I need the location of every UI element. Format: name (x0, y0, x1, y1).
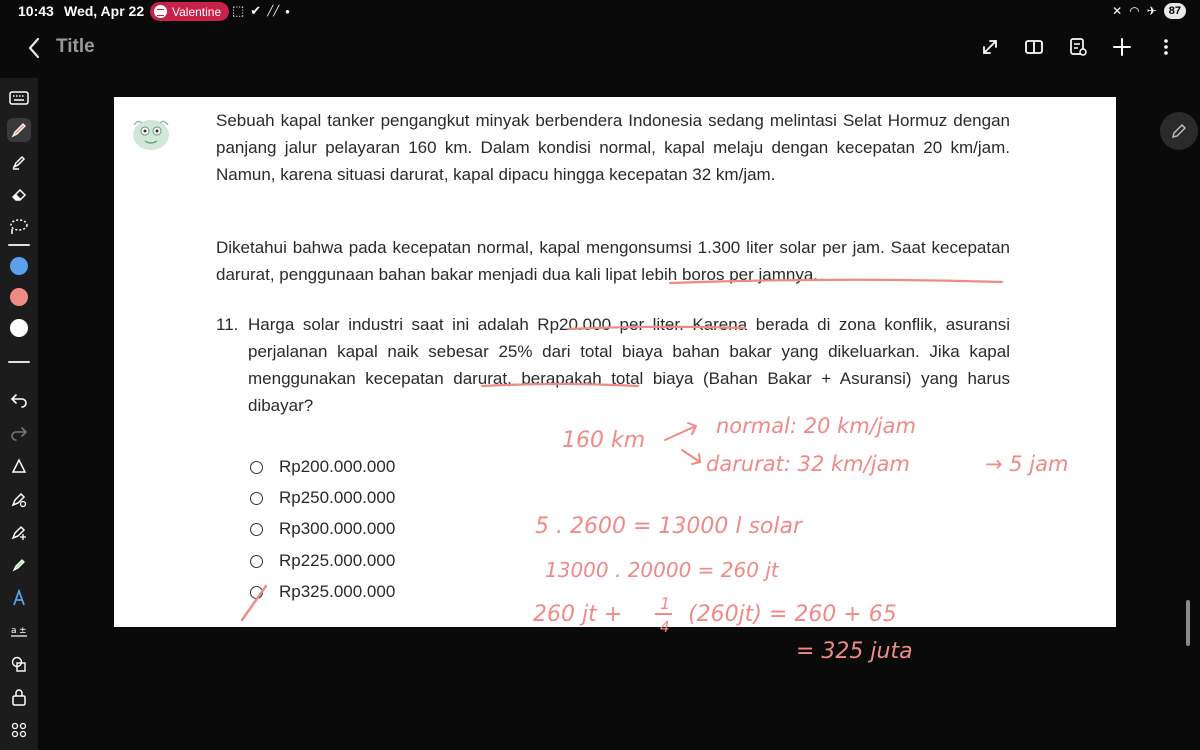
answer-option[interactable] (250, 580, 395, 604)
status-date: Wed, Apr 22 (64, 3, 145, 19)
pen-tool[interactable] (7, 118, 31, 142)
document-settings-icon (1069, 37, 1087, 57)
option-label: Rp300.000.000 (279, 519, 396, 538)
highlighter-tool[interactable] (7, 150, 31, 174)
hw-duration: → 5 jam (985, 452, 1069, 476)
nav-actions (978, 34, 1178, 60)
marker-icon (10, 556, 28, 574)
status-icons-right (1112, 3, 1186, 19)
screenshot-icon: ⬚ (232, 3, 245, 18)
toolbar-divider (8, 244, 30, 246)
hw-final-answer: = 325 juta (796, 639, 913, 664)
status-time: 10:43 (18, 3, 54, 19)
paragraph-1: Sebuah kapal tanker pengangkut minyak berbendera Indonesia sedang melintasi Selat Hormuz dengan panjang jalur pelayaran 160 km. Dalam kondisi normal, kapal melaju dengan kecepatan 20 km/jam. Namun, karena situasi darurat, kapal dipacu hingga kecepatan 32 km/jam. (216, 111, 1010, 184)
more-tools-button[interactable] (7, 718, 31, 742)
spotify-icon (154, 5, 167, 18)
hw-emergency-speed: darurat: 32 km/jam (706, 452, 910, 476)
sound-icon: ╱╱ (267, 5, 280, 17)
status-bar (0, 0, 1200, 24)
radio-button[interactable] (250, 523, 263, 536)
page-title[interactable]: Title (56, 36, 95, 57)
radio-button[interactable] (250, 586, 263, 599)
expand-button[interactable] (978, 34, 1002, 60)
hw-total-calc-end: (260jt) = 260 + 65 (688, 602, 897, 627)
expand-icon (981, 38, 999, 56)
pen-icon (10, 121, 28, 139)
hw-fuel-calc: 5 . 2600 = 13000 l solar (535, 514, 803, 539)
keyboard-icon (9, 91, 29, 105)
svg-text:a: a (11, 626, 17, 636)
eraser-tool[interactable] (7, 182, 31, 206)
wifi-icon: ◠ (1129, 4, 1140, 18)
page-settings-button[interactable] (1066, 34, 1090, 60)
question-number: 11. (216, 315, 239, 334)
answer-option[interactable] (250, 517, 395, 541)
floating-pen-button[interactable] (1160, 112, 1198, 150)
now-playing-pill[interactable] (150, 2, 229, 21)
color-swatch-blue[interactable] (10, 257, 28, 275)
shape-pen-icon (10, 457, 28, 475)
math-tool[interactable] (7, 619, 31, 643)
hw-fraction-denominator: 4 (660, 618, 670, 636)
mascot-logo (130, 115, 172, 153)
hw-cost-calc: 13000 . 20000 = 260 jt (545, 558, 779, 582)
pen-plus-icon (10, 523, 28, 541)
scrollbar-thumb[interactable] (1186, 600, 1190, 646)
grid-icon (10, 721, 28, 739)
radio-button[interactable] (250, 461, 263, 474)
stroke-width-indicator[interactable] (8, 361, 30, 363)
pen-settings-icon (10, 490, 28, 508)
color-swatch-pink[interactable] (10, 288, 28, 306)
option-label: Rp200.000.000 (279, 457, 396, 476)
pen-add-tool[interactable] (7, 520, 31, 544)
shapes-icon (10, 655, 28, 673)
notification-dot-icon: • (285, 3, 290, 19)
status-icons-left (232, 3, 290, 19)
plus-icon (1113, 38, 1131, 56)
shape-pen-tool[interactable] (7, 454, 31, 478)
highlighter-icon (10, 153, 28, 171)
hw-fraction-numerator: 1 (660, 594, 671, 613)
document-page[interactable] (114, 97, 1116, 627)
text-tool[interactable] (7, 586, 31, 610)
option-label: Rp325.000.000 (279, 582, 396, 601)
eraser-icon (10, 185, 28, 203)
option-label: Rp225.000.000 (279, 551, 396, 570)
question-text: Harga solar industri saat ini adalah Rp20.000 per liter. Karena berada di zona konflik, asuransi perjalanan kapal naik sebesar 25% dari total biaya bahan bakar yang dikeluarkan. Jika kapal menggunakan kecepatan darurat, berapakah total biaya (Bahan Bakar + Asuransi) yang harus dibayar? (248, 315, 1010, 415)
undo-button[interactable] (7, 388, 31, 412)
mute-icon: ✕ (1112, 4, 1123, 18)
drawing-toolbar (0, 78, 38, 750)
pencil-icon (1170, 122, 1188, 140)
lock-icon (10, 688, 28, 706)
svg-text:±: ± (19, 626, 27, 636)
nav-bar (0, 28, 1200, 68)
keyboard-tool[interactable] (7, 86, 31, 110)
lasso-icon (9, 217, 29, 235)
redo-button[interactable] (7, 421, 31, 445)
more-vertical-icon (1163, 38, 1169, 56)
marker-tool[interactable] (7, 553, 31, 577)
add-page-button[interactable] (1110, 34, 1134, 60)
back-button[interactable] (24, 35, 44, 61)
shapes-tool[interactable] (7, 652, 31, 676)
airplane-icon: ✈ (1146, 4, 1157, 18)
radio-button[interactable] (250, 492, 263, 505)
radio-button[interactable] (250, 555, 263, 568)
color-swatch-white[interactable] (10, 319, 28, 337)
answer-option[interactable] (250, 486, 395, 510)
math-icon (10, 622, 28, 640)
hw-distance: 160 km (562, 428, 646, 453)
redo-icon (10, 425, 28, 441)
pen-settings-tool[interactable] (7, 487, 31, 511)
paragraph-2: Diketahui bahwa pada kecepatan normal, kapal mengonsumsi 1.300 liter solar per jam. Saat kecepatan darurat, penggunaan bahan bakar menjadi dua kali lipat lebih boros per jamnya. (216, 238, 1010, 284)
reader-view-button[interactable] (1022, 34, 1046, 60)
chevron-left-icon (24, 35, 44, 61)
option-label: Rp250.000.000 (279, 488, 396, 507)
text-a-icon (10, 589, 28, 607)
now-playing-label: Valentine (172, 4, 222, 19)
answer-option[interactable] (250, 549, 395, 573)
hw-total-calc-start: 260 jt + (533, 602, 623, 627)
answer-option[interactable] (250, 455, 395, 479)
lasso-tool[interactable] (7, 214, 31, 238)
book-icon (1024, 38, 1044, 56)
check-icon: ✔ (250, 3, 262, 18)
lock-tool[interactable] (7, 685, 31, 709)
undo-icon (10, 392, 28, 408)
battery-indicator: 87 (1164, 3, 1186, 19)
hw-normal-speed: normal: 20 km/jam (716, 414, 916, 438)
more-options-button[interactable] (1154, 34, 1178, 60)
